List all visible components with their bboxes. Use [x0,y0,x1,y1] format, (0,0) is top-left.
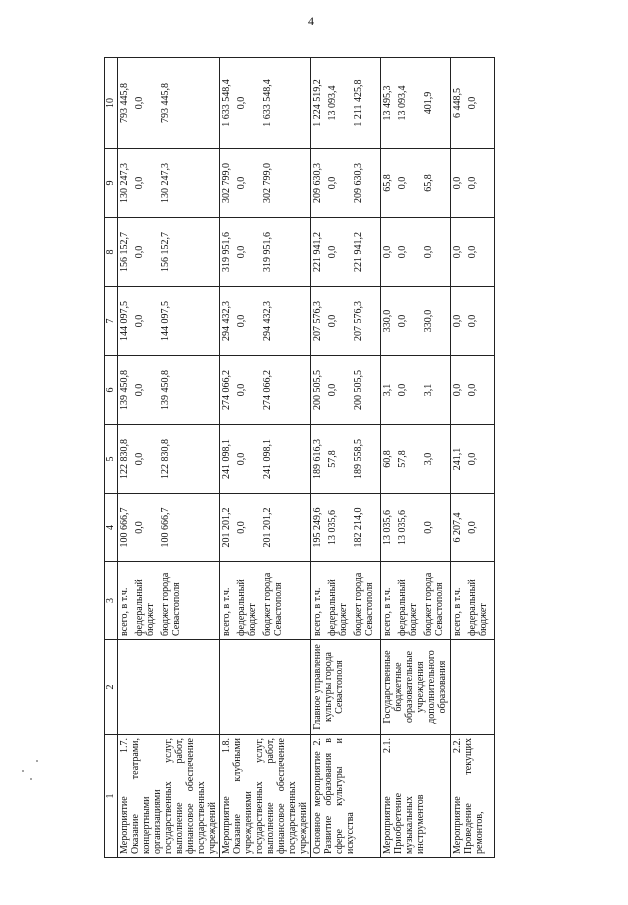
value-line: 0,0 [327,383,338,397]
value-line: 0,0 [467,245,478,259]
value-line: 0,0 [236,314,247,328]
value-line: 100 666,7 [119,507,130,548]
value-cell [451,356,495,425]
value-cell [451,218,495,287]
value-line: 189 616,3 [312,439,323,479]
value-line: 156 152,7 [119,232,130,272]
value-line: 319 951,6 [221,232,232,272]
funding-source-cell [311,562,381,640]
value-line: 0,0 [327,245,338,259]
value-line: 0,0 [134,383,145,397]
value-cell [118,218,220,287]
value-line: 0,0 [467,383,478,397]
row-title-cell: Мероприятие 1.7. Оказание театрами, концертными организациями государственных услуг, выполнение работ, финансовое обеспечение государственных учреждений [118,735,220,858]
value-cell [381,58,451,149]
funding-source-line: федеральный бюджет [397,579,419,636]
value-line: 274 066,2 [262,370,273,410]
value-cell [311,425,381,494]
scan-speck [30,778,32,780]
funding-source-line: бюджет города Севастополя [353,572,375,636]
value-cell [451,149,495,218]
value-cell [311,58,381,149]
funding-source-line: бюджет города Севастополя [262,572,284,636]
value-line: 330,0 [382,309,393,333]
header-cell: 5 [105,425,118,494]
value-cell [118,494,220,562]
row-title-cell: Мероприятие 2.1. Приобретение музыкальных инструментов [381,735,451,858]
budget-table [104,57,495,858]
value-line: 793 445,8 [160,83,171,123]
value-line: 0,0 [467,521,478,534]
value-line: 0,0 [467,452,478,466]
value-line: 122 830,8 [160,439,171,479]
value-line: 0,0 [236,245,247,259]
value-line: 0,0 [134,176,145,190]
value-line: 201 201,2 [262,507,273,548]
funding-source-line: федеральный бюджет [134,579,156,636]
value-cell [220,58,311,149]
value-line: 144 097,5 [160,301,171,341]
value-cell [311,356,381,425]
value-line: 0,0 [452,383,463,397]
value-cell [220,494,311,562]
value-line: 241 098,1 [221,439,232,479]
header-cell: 2 [105,640,118,735]
executor-cell: Главное управление культуры города Севастополя [311,640,381,735]
funding-source-line: всего, в т.ч. [119,587,130,636]
value-line: 0,0 [467,176,478,190]
funding-source-line: бюджет города Севастополя [423,572,445,636]
header-cell: 7 [105,287,118,356]
value-cell [220,356,311,425]
executor-cell: Государственные бюджетные образовательные учреждения дополнительного образования [381,640,451,735]
value-cell [381,218,451,287]
value-line: 122 830,8 [119,439,130,479]
value-cell [451,425,495,494]
value-cell [118,58,220,149]
header-cell: 10 [105,58,118,149]
value-line: 0,0 [467,314,478,328]
funding-source-line: всего, в т.ч. [382,587,393,636]
value-line: 274 066,2 [221,370,232,410]
value-cell [451,494,495,562]
table-row [451,58,495,858]
value-line: 65,8 [423,174,434,192]
value-line: 13 035,6 [397,510,408,545]
value-line: 189 558,5 [353,439,364,479]
value-line: 139 450,8 [119,370,130,410]
value-cell [118,425,220,494]
header-cell: 3 [105,562,118,640]
table-row [311,58,381,858]
funding-source-line: федеральный бюджет [236,579,258,636]
value-line: 221 941,2 [353,232,364,272]
value-line: 65,8 [382,174,393,192]
funding-source-line: всего, в т.ч. [452,587,463,636]
value-line: 0,0 [134,314,145,328]
funding-source-line: всего, в т.ч. [312,587,323,636]
value-line: 319 951,6 [262,232,273,272]
value-line: 0,0 [452,245,463,259]
page-number: 4 [308,14,314,28]
value-cell [311,494,381,562]
value-line: 0,0 [397,314,408,328]
value-line: 130 247,3 [119,163,130,203]
row-title-cell: Мероприятие 1.8. Оказание клубными учреждениями государственных услуг, выполнение работ, финансовое обеспечение государственных учреждений [220,735,311,858]
value-line: 195 249,6 [312,507,323,548]
value-line: 0,0 [134,521,145,534]
value-line: 241 098,1 [262,439,273,479]
value-line: 3,1 [423,383,434,397]
header-cell: 6 [105,356,118,425]
value-line: 13 035,6 [382,510,393,545]
value-line: 1 633 548,4 [221,79,232,127]
value-line: 182 214,0 [353,507,364,548]
header-cell: 4 [105,494,118,562]
value-line: 100 666,7 [160,507,171,548]
header-cell: 8 [105,218,118,287]
value-line: 144 097,5 [119,301,130,341]
value-line: 0,0 [327,176,338,190]
funding-source-line: всего, в т.ч. [221,587,232,636]
row-title-cell: Основное мероприятие 2. Развитие образования в сфере культуры и искусства [311,735,381,858]
scan-speck [22,770,24,772]
value-cell [381,149,451,218]
value-cell [311,218,381,287]
value-cell [220,425,311,494]
value-line: 0,0 [236,176,247,190]
value-cell [220,218,311,287]
value-line: 0,0 [467,96,478,110]
value-line: 0,0 [423,245,434,259]
value-line: 0,0 [452,314,463,328]
value-line: 401,9 [423,91,434,115]
value-line: 207 576,3 [312,301,323,341]
executor-cell [118,640,220,735]
value-line: 3,0 [423,452,434,466]
header-row [105,58,118,858]
value-line: 0,0 [134,245,145,259]
value-line: 0,0 [236,383,247,397]
rotated-table-container [104,58,574,858]
row-title-cell: Мероприятие 2.2. Проведение текущих ремонтов, [451,735,495,858]
value-line: 0,0 [382,245,393,259]
value-line: 130 247,3 [160,163,171,203]
value-line: 1 211 425,8 [353,79,364,127]
value-line: 200 505,5 [353,370,364,410]
value-line: 0,0 [236,452,247,466]
value-cell [311,287,381,356]
value-line: 302 799,0 [221,163,232,203]
funding-source-line: федеральный бюджет [327,579,349,636]
value-cell [220,149,311,218]
value-line: 0,0 [236,521,247,534]
value-line: 0,0 [397,383,408,397]
value-line: 209 630,3 [312,163,323,203]
value-cell [118,149,220,218]
funding-source-line: федеральный бюджет [467,579,489,636]
value-line: 57,8 [327,450,338,468]
value-cell [311,149,381,218]
scan-speck [36,760,38,762]
value-line: 294 432,3 [262,301,273,341]
value-line: 0,0 [423,521,434,534]
executor-cell [220,640,311,735]
header-cell: 1 [105,735,118,858]
funding-source-cell [220,562,311,640]
value-line: 302 799,0 [262,163,273,203]
value-line: 200 505,5 [312,370,323,410]
value-line: 221 941,2 [312,232,323,272]
value-line: 1 633 548,4 [262,79,273,127]
value-line: 60,8 [382,450,393,468]
value-line: 13 035,6 [327,510,338,545]
value-cell [451,58,495,149]
value-line: 209 630,3 [353,163,364,203]
value-line: 1 224 519,2 [312,79,323,127]
value-line: 0,0 [236,96,247,110]
value-cell [381,425,451,494]
value-line: 330,0 [423,309,434,333]
value-cell [118,356,220,425]
value-line: 13 495,3 [382,85,393,121]
value-cell [118,287,220,356]
value-line: 201 201,2 [221,507,232,548]
value-line: 0,0 [327,314,338,328]
value-cell [220,287,311,356]
value-line: 241,1 [452,447,463,471]
table-row [118,58,220,858]
value-line: 0,0 [397,245,408,259]
value-line: 13 093,4 [397,85,408,121]
value-line: 294 432,3 [221,301,232,341]
value-line: 6 207,4 [452,512,463,543]
value-cell [381,494,451,562]
value-line: 0,0 [452,176,463,190]
value-cell [381,356,451,425]
value-line: 207 576,3 [353,301,364,341]
executor-cell [451,640,495,735]
value-line: 0,0 [134,452,145,466]
value-line: 0,0 [397,176,408,190]
header-cell: 9 [105,149,118,218]
value-line: 13 093,4 [327,85,338,121]
value-line: 156 152,7 [160,232,171,272]
table-row [381,58,451,858]
value-line: 0,0 [134,96,145,110]
value-line: 793 445,8 [119,83,130,123]
funding-source-cell [451,562,495,640]
value-line: 57,8 [397,450,408,468]
value-line: 3,1 [382,383,393,397]
table-row [220,58,311,858]
value-line: 139 450,8 [160,370,171,410]
value-cell [381,287,451,356]
value-line: 6 448,5 [452,88,463,118]
funding-source-cell [381,562,451,640]
funding-source-line: бюджет города Севастополя [160,572,182,636]
value-cell [451,287,495,356]
funding-source-cell [118,562,220,640]
